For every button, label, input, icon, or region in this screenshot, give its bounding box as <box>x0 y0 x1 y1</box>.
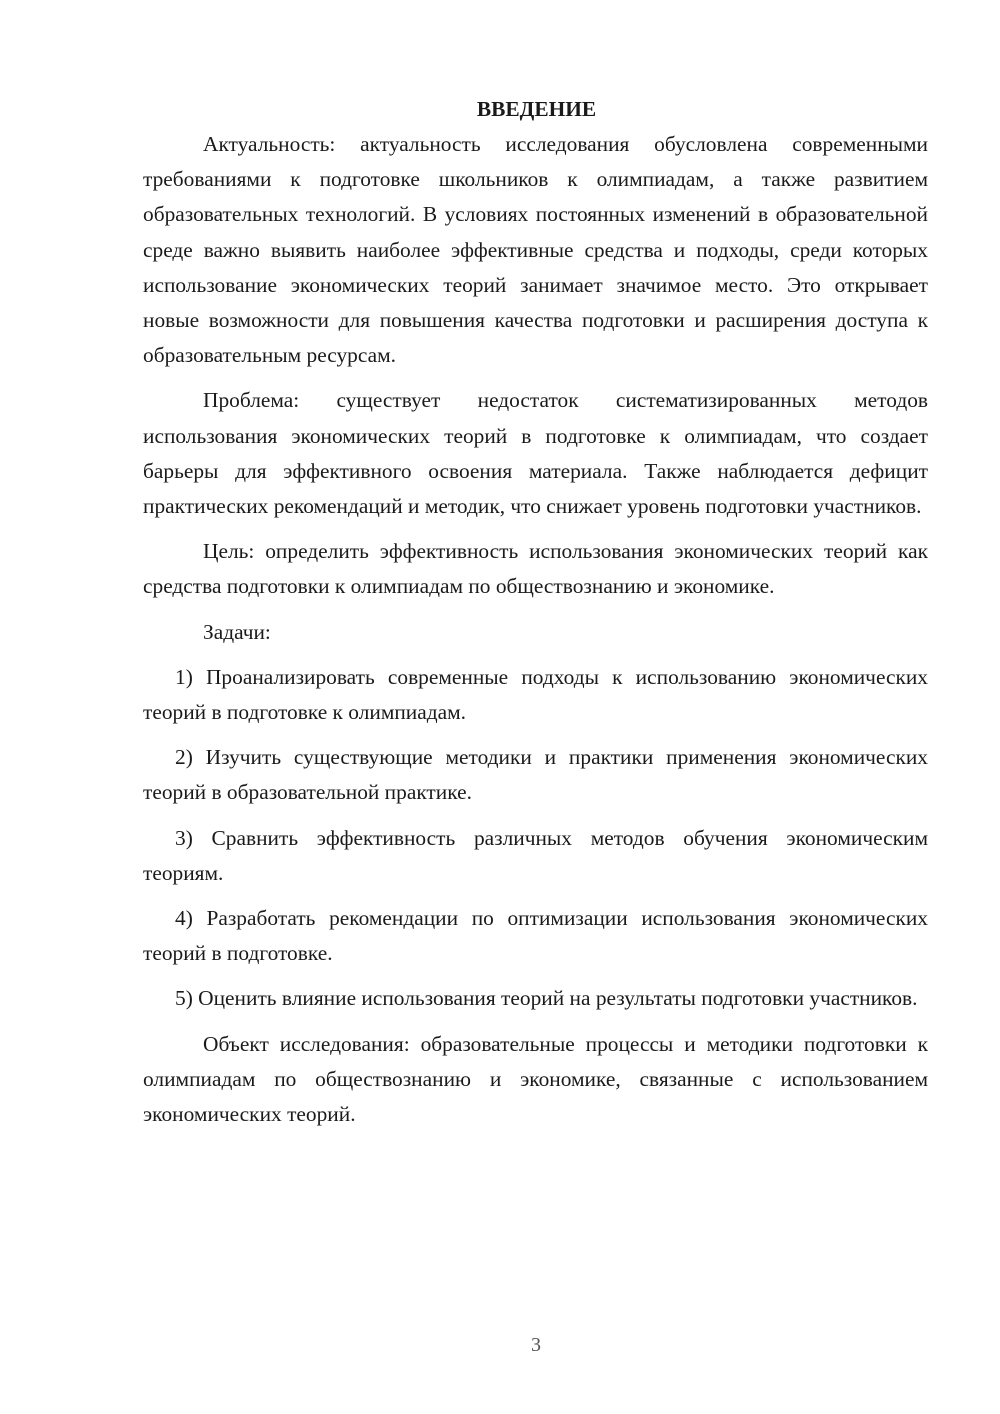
tasks-heading: Задачи: <box>203 619 271 644</box>
relevance-paragraph: Актуальность: актуальность исследования обусловлена современными требованиями к подготовке школьников к олимпиадам, а также развитием образовательных технологий. В условиях постоянных изменений в образовательной среде важно выявить наиболее эффективные средства и подходы, среди которых использование экономических теорий занимает значимое место. Это открывает новые возможности для повышения качества подготовки и расширения доступа к образовательным ресурсам. <box>143 132 928 368</box>
object-paragraph: Объект исследования: образовательные процессы и методики подготовки к олимпиадам по обществознанию и экономике, связанные с использованием экономических теорий. <box>143 1031 928 1127</box>
page-content <box>143 92 928 1132</box>
page-number: 3 <box>531 1334 541 1356</box>
page-title: ВВЕДЕНИЕ <box>476 97 597 121</box>
problem-paragraph: Проблема: существует недостаток систематизированных методов использования экономических теорий в подготовке к олимпиадам, что создает барьеры для эффективного освоения материала. Также наблюдается дефицит практических рекомендаций и методик, что снижает уровень подготовки участников. <box>143 388 928 519</box>
task-item: 1) Проанализировать современные подходы к использованию экономических теорий в подготовке к олимпиадам. <box>143 664 928 725</box>
goal-paragraph: Цель: определить эффективность использования экономических теорий как средства подготовки к олимпиадам по обществознанию и экономике. <box>143 539 928 599</box>
task-item: 2) Изучить существующие методики и практики применения экономических теорий в образовательной практике. <box>143 745 928 805</box>
task-item: 4) Разработать рекомендации по оптимизации использования экономических теорий в подготовке. <box>143 906 928 966</box>
task-item: 5) Оценить влияние использования теорий на результаты подготовки участников. <box>175 986 918 1011</box>
task-item: 3) Сравнить эффективность различных методов обучения экономическим теориям. <box>143 825 928 885</box>
